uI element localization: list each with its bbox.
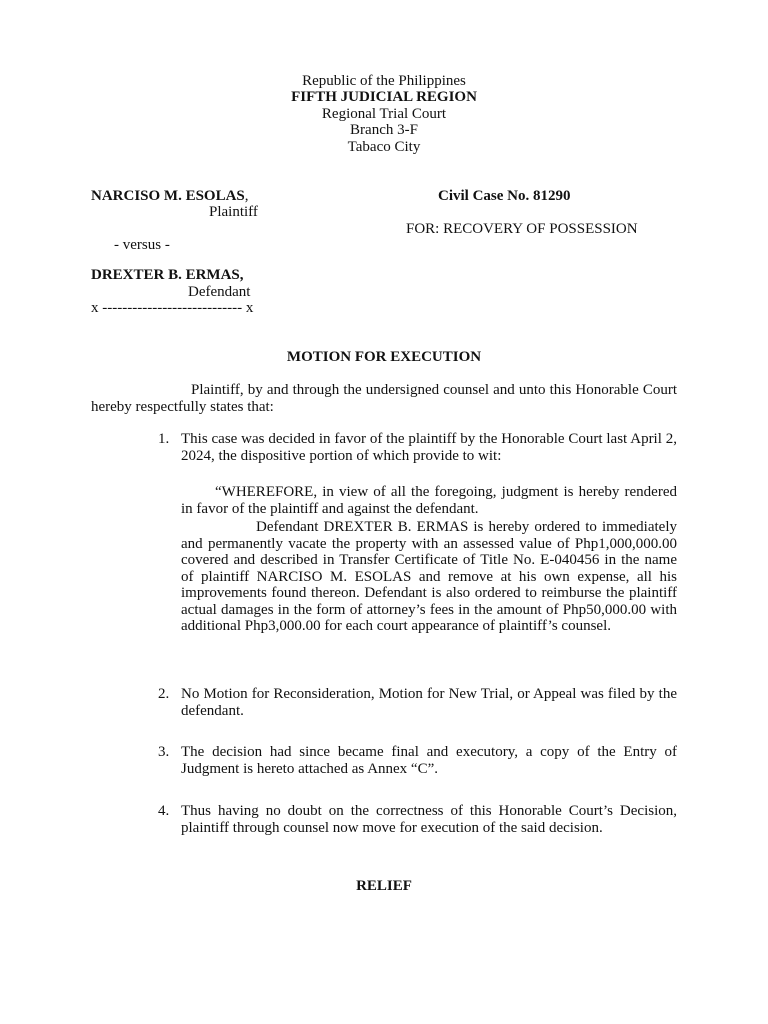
caption-separator: x ---------------------------- x	[91, 300, 254, 316]
item-4-number: 4.	[158, 803, 170, 819]
plaintiff-role: Plaintiff	[209, 204, 258, 220]
header-republic: Republic of the Philippines	[302, 73, 466, 89]
document-title: MOTION FOR EXECUTION	[286, 349, 482, 365]
plaintiff-comma: ,	[244, 188, 249, 204]
relief-heading: RELIEF	[356, 878, 412, 894]
defendant-role: Defendant	[188, 284, 251, 300]
header-branch: Branch 3-F	[350, 122, 418, 138]
header-court: Regional Trial Court	[321, 106, 447, 122]
plaintiff-name: NARCISO M. ESOLAS	[91, 188, 245, 204]
item-1-number: 1.	[158, 431, 170, 447]
intro-paragraph: Plaintiff, by and through the undersigned counsel and unto this Honorable Court hereby respectfully states that:	[91, 382, 677, 415]
quote-paragraph-1: “WHEREFORE, in view of all the foregoing, judgment is hereby rendered in favor of the plaintiff and against the defendant.	[181, 484, 677, 517]
item-4-text: Thus having no doubt on the correctness of this Honorable Court’s Decision, plaintiff through counsel now move for execution of the said decision.	[181, 803, 677, 836]
defendant-name: DREXTER B. ERMAS,	[91, 267, 244, 283]
item-3-number: 3.	[158, 744, 170, 760]
item-2-text: No Motion for Reconsideration, Motion for New Trial, or Appeal was filed by the defendant.	[181, 686, 677, 719]
plaintiff-line	[91, 188, 249, 205]
item-2-number: 2.	[158, 686, 170, 702]
versus-label: - versus -	[114, 237, 170, 253]
case-nature: FOR: RECOVERY OF POSSESSION	[406, 221, 638, 237]
case-number: Civil Case No. 81290	[438, 188, 571, 204]
item-1-text: This case was decided in favor of the plaintiff by the Honorable Court last April 2, 2024, the dispositive portion of which provide to wit:	[181, 431, 677, 464]
header-city: Tabaco City	[347, 139, 421, 155]
header-region: FIFTH JUDICIAL REGION	[291, 89, 477, 105]
item-3-text: The decision had since became final and executory, a copy of the Entry of Judgment is hereto attached as Annex “C”.	[181, 744, 677, 777]
quote-paragraph-2: Defendant DREXTER B. ERMAS is hereby ordered to immediately and permanently vacate the property with an assessed value of Php1,000,000.00 covered and described in Transfer Certificate of Title No. E-040456 in the name of plaintiff NARCISO M. ESOLAS and remove at his own expense, all his improvements found thereon. Defendant is also ordered to reimburse the plaintiff actual damages in the form of attorney’s fees in the amount of Php50,000.00 with additional Php3,000.00 for each court appearance of plaintiff’s counsel.	[181, 519, 677, 634]
